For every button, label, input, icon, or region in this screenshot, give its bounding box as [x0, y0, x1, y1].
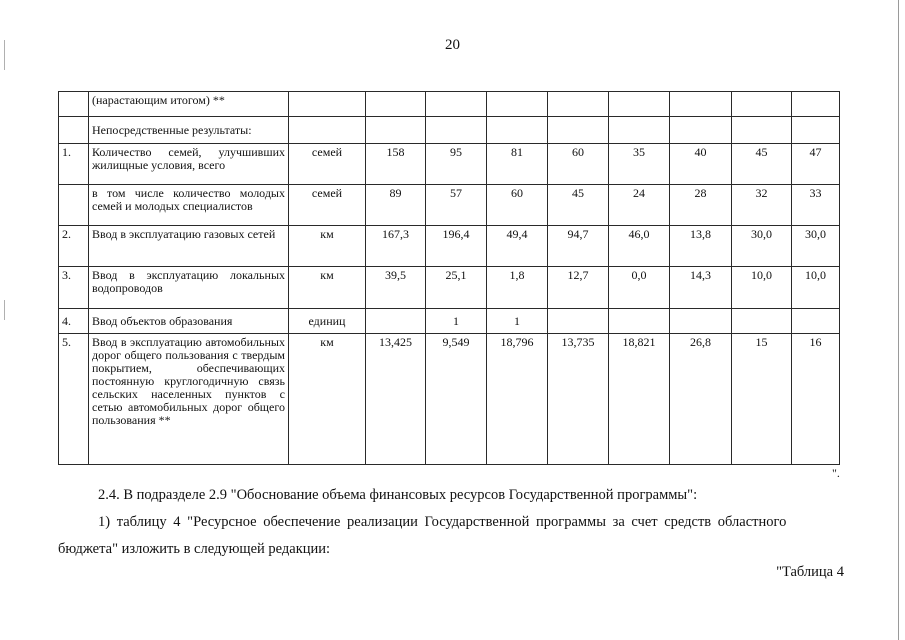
value-cell: 10,0 — [732, 267, 792, 309]
value-cell — [792, 117, 840, 144]
value-cell — [732, 117, 792, 144]
value-cell: 35 — [609, 144, 670, 185]
value-cell — [548, 92, 609, 117]
table-row — [59, 334, 840, 465]
value-cell: 10,0 — [792, 267, 840, 309]
value-cell — [609, 92, 670, 117]
row-label: Ввод в эксплуатацию газовых сетей — [89, 226, 289, 267]
value-cell: 45 — [548, 185, 609, 226]
row-unit: км — [289, 226, 366, 267]
table-4-caption: "Таблица 4 — [776, 564, 844, 580]
value-cell — [487, 117, 548, 144]
value-cell: 28 — [670, 185, 732, 226]
value-cell: 25,1 — [426, 267, 487, 309]
results-table — [58, 91, 840, 465]
page-edge-line — [898, 0, 899, 640]
value-cell: 95 — [426, 144, 487, 185]
value-cell — [670, 309, 732, 334]
paragraph-table-4-instruction: 1) таблицу 4 "Ресурсное обеспечение реализации Государственной программы за счет средств областного — [98, 514, 787, 530]
value-cell: 1 — [487, 309, 548, 334]
table-row — [59, 144, 840, 185]
value-cell — [366, 92, 426, 117]
table-row — [59, 185, 840, 226]
row-number: 5. — [59, 334, 89, 465]
row-unit — [289, 117, 366, 144]
value-cell: 13,8 — [670, 226, 732, 267]
value-cell: 46,0 — [609, 226, 670, 267]
table-row — [59, 267, 840, 309]
row-unit: семей — [289, 144, 366, 185]
value-cell: 60 — [548, 144, 609, 185]
table-row — [59, 226, 840, 267]
value-cell — [548, 309, 609, 334]
value-cell: 30,0 — [732, 226, 792, 267]
paragraph-subsection-amendment: 2.4. В подразделе 2.9 "Обоснование объема финансовых ресурсов Государственной программы": — [98, 487, 698, 503]
value-cell — [609, 309, 670, 334]
value-cell — [487, 92, 548, 117]
row-label: Ввод в эксплуатацию автомобильных дорог общего пользования с твердым покрытием, обеспечивающих постоянную круглогодичную связь сельских населенных пунктов с сетью автомобильных дорог общего пользования ** — [89, 334, 289, 465]
value-cell — [609, 117, 670, 144]
row-label: Непосредственные результаты: — [89, 117, 289, 144]
value-cell — [426, 92, 487, 117]
row-number — [59, 185, 89, 226]
value-cell — [426, 117, 487, 144]
row-number: 4. — [59, 309, 89, 334]
value-cell — [670, 92, 732, 117]
value-cell: 0,0 — [609, 267, 670, 309]
value-cell: 89 — [366, 185, 426, 226]
table-row — [59, 309, 840, 334]
value-cell: 16 — [792, 334, 840, 465]
value-cell: 32 — [732, 185, 792, 226]
row-label: (нарастающим итогом) ** — [89, 92, 289, 117]
value-cell: 13,735 — [548, 334, 609, 465]
value-cell — [792, 92, 840, 117]
value-cell: 14,3 — [670, 267, 732, 309]
page-number: 20 — [445, 37, 460, 53]
value-cell: 167,3 — [366, 226, 426, 267]
row-unit: семей — [289, 185, 366, 226]
row-number: 3. — [59, 267, 89, 309]
value-cell: 45 — [732, 144, 792, 185]
value-cell: 47 — [792, 144, 840, 185]
value-cell: 60 — [487, 185, 548, 226]
value-cell: 30,0 — [792, 226, 840, 267]
scan-edge-mark — [4, 300, 5, 320]
row-label: Ввод объектов образования — [89, 309, 289, 334]
value-cell: 49,4 — [487, 226, 548, 267]
row-number: 2. — [59, 226, 89, 267]
value-cell: 57 — [426, 185, 487, 226]
value-cell: 158 — [366, 144, 426, 185]
value-cell: 1 — [426, 309, 487, 334]
value-cell — [548, 117, 609, 144]
value-cell: 40 — [670, 144, 732, 185]
row-number — [59, 117, 89, 144]
value-cell: 18,796 — [487, 334, 548, 465]
value-cell — [732, 309, 792, 334]
value-cell — [366, 117, 426, 144]
row-label: Ввод в эксплуатацию локальных водопроводов — [89, 267, 289, 309]
table-row — [59, 117, 840, 144]
value-cell: 9,549 — [426, 334, 487, 465]
value-cell: 33 — [792, 185, 840, 226]
row-label: Количество семей, улучшивших жилищные условия, всего — [89, 144, 289, 185]
value-cell — [366, 309, 426, 334]
value-cell: 39,5 — [366, 267, 426, 309]
value-cell: 94,7 — [548, 226, 609, 267]
row-number — [59, 92, 89, 117]
paragraph-table-4-instruction-continued: бюджета" изложить в следующей редакции: — [58, 541, 331, 557]
table-row — [59, 92, 840, 117]
value-cell: 26,8 — [670, 334, 732, 465]
value-cell: 81 — [487, 144, 548, 185]
row-label: в том числе количество молодых семей и молодых специалистов — [89, 185, 289, 226]
value-cell — [792, 309, 840, 334]
value-cell: 1,8 — [487, 267, 548, 309]
row-unit — [289, 92, 366, 117]
value-cell: 196,4 — [426, 226, 487, 267]
value-cell — [732, 92, 792, 117]
value-cell: 12,7 — [548, 267, 609, 309]
value-cell: 15 — [732, 334, 792, 465]
value-cell: 18,821 — [609, 334, 670, 465]
row-unit: единиц — [289, 309, 366, 334]
value-cell: 24 — [609, 185, 670, 226]
row-unit: км — [289, 267, 366, 309]
value-cell: 13,425 — [366, 334, 426, 465]
closing-quote: ". — [832, 466, 840, 480]
row-number: 1. — [59, 144, 89, 185]
row-unit: км — [289, 334, 366, 465]
value-cell — [670, 117, 732, 144]
